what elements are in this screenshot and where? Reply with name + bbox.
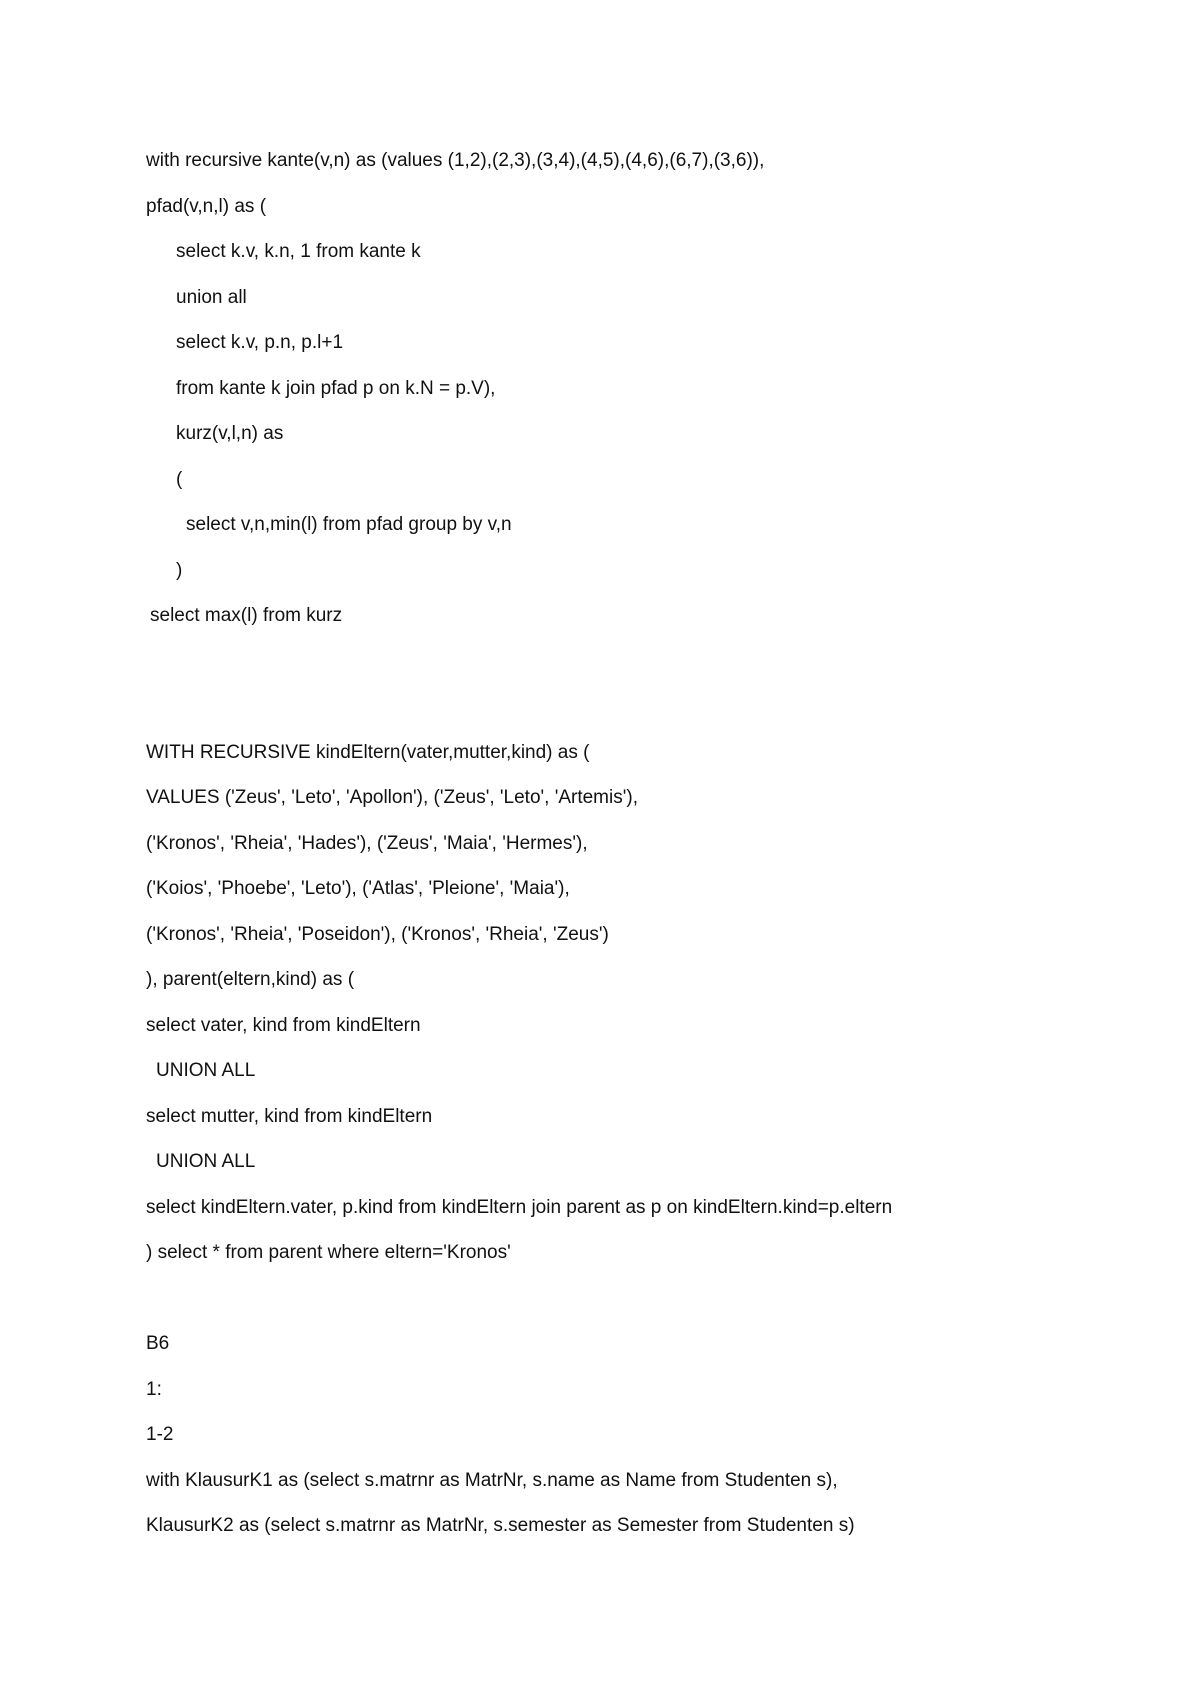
code-line: VALUES ('Zeus', 'Leto', 'Apollon'), ('Zeus', 'Leto', 'Artemis'), — [146, 787, 638, 808]
code-line: with KlausurK1 as (select s.matrnr as MatrNr, s.name as Name from Studenten s), — [146, 1470, 838, 1491]
code-line: ) — [176, 560, 183, 581]
code-line: WITH RECURSIVE kindEltern(vater,mutter,kind) as ( — [146, 742, 590, 763]
code-line: KlausurK2 as (select s.matrnr as MatrNr, s.semester as Semester from Studenten s) — [146, 1515, 855, 1536]
code-line: select kindEltern.vater, p.kind from kindEltern join parent as p on kindEltern.kind=p.eltern — [146, 1197, 893, 1218]
code-line: from kante k join pfad p on k.N = p.V), — [176, 378, 496, 399]
code-line: select mutter, kind from kindEltern — [146, 1106, 433, 1127]
code-line: kurz(v,l,n) as — [176, 423, 284, 444]
section-heading: B6 — [146, 1333, 170, 1354]
code-line: select vater, kind from kindEltern — [146, 1015, 421, 1036]
code-line: UNION ALL — [156, 1060, 256, 1081]
sub-label: 1-2 — [146, 1424, 174, 1445]
code-line: select k.v, p.n, p.l+1 — [176, 332, 344, 353]
code-line: ('Kronos', 'Rheia', 'Hades'), ('Zeus', 'Maia', 'Hermes'), — [146, 833, 588, 854]
code-line: select max(l) from kurz — [150, 605, 343, 626]
code-line: ( — [176, 469, 183, 490]
code-line: pfad(v,n,l) as ( — [146, 196, 267, 217]
code-line: select k.v, k.n, 1 from kante k — [176, 241, 421, 262]
code-line: ), parent(eltern,kind) as ( — [146, 969, 355, 990]
code-line: UNION ALL — [156, 1151, 256, 1172]
code-line: union all — [176, 287, 247, 308]
code-line: ) select * from parent where eltern='Kronos' — [146, 1242, 511, 1263]
code-line: ('Kronos', 'Rheia', 'Poseidon'), ('Kronos', 'Rheia', 'Zeus') — [146, 924, 609, 945]
code-line: select v,n,min(l) from pfad group by v,n — [186, 514, 512, 535]
code-line: with recursive kante(v,n) as (values (1,2),(2,3),(3,4),(4,5),(4,6),(6,7),(3,6)), — [146, 150, 765, 171]
code-line: ('Koios', 'Phoebe', 'Leto'), ('Atlas', 'Pleione', 'Maia'), — [146, 878, 570, 899]
sub-label: 1: — [146, 1379, 162, 1400]
